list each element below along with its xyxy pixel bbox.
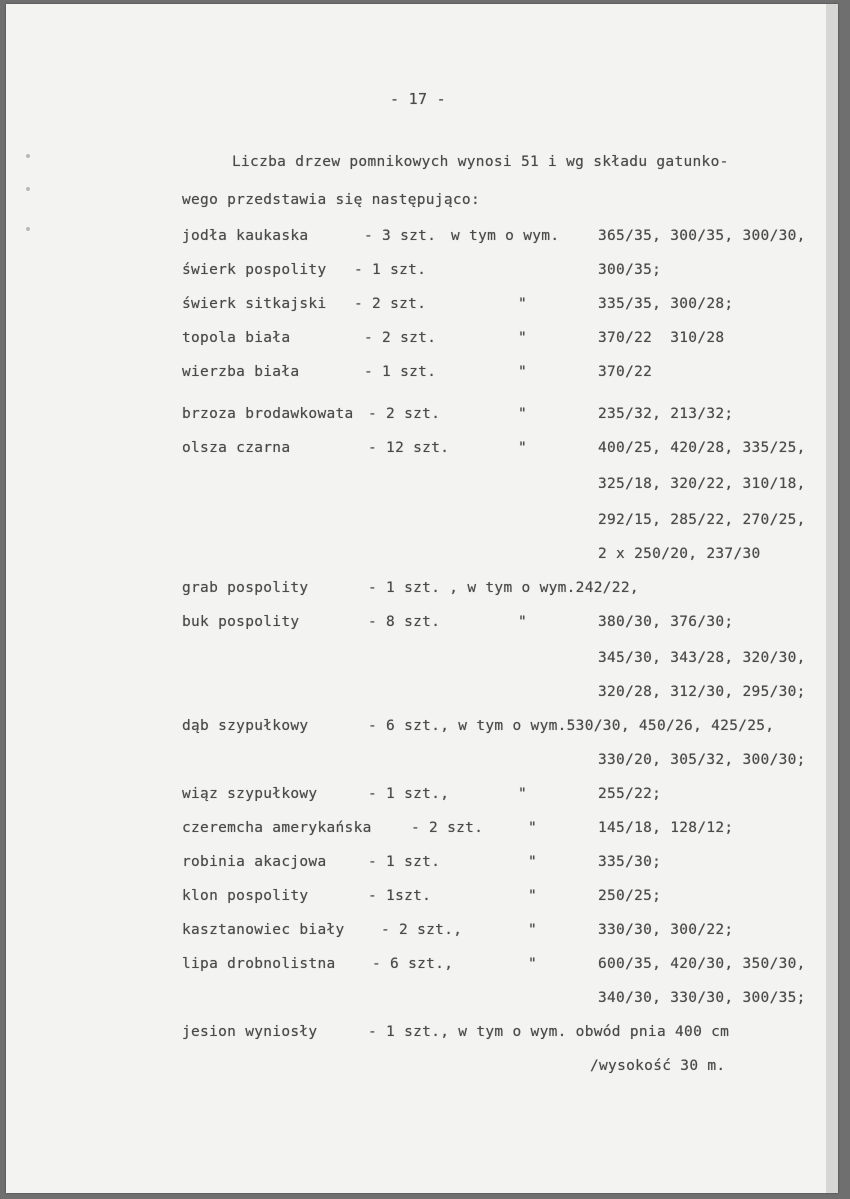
species-name: świerk pospolity bbox=[182, 262, 327, 278]
ditto-mark: " bbox=[528, 820, 538, 836]
species-name: kasztanowiec biały bbox=[182, 922, 345, 938]
species-count: - 2 szt., bbox=[381, 922, 463, 938]
dimensions: 325/18, 320/22, 310/18, bbox=[598, 476, 806, 492]
ditto-mark: " bbox=[518, 614, 528, 630]
species-count: - 1 szt. bbox=[368, 854, 441, 870]
dimensions: 2 x 250/20, 237/30 bbox=[598, 546, 761, 562]
species-count: - 2 szt. bbox=[354, 296, 427, 312]
species-name: wiąz szypułkowy bbox=[182, 786, 318, 802]
dimensions: 345/30, 343/28, 320/30, bbox=[598, 650, 806, 666]
punch-mark bbox=[26, 154, 30, 158]
punch-mark bbox=[26, 187, 30, 191]
species-name: grab pospolity bbox=[182, 580, 309, 596]
punch-mark bbox=[26, 227, 30, 231]
ditto-mark: " bbox=[528, 888, 538, 904]
dimensions: 340/30, 330/30, 300/35; bbox=[598, 990, 806, 1006]
dimensions: 600/35, 420/30, 350/30, bbox=[598, 956, 806, 972]
species-count: - 1 szt. bbox=[364, 364, 437, 380]
intro-line-2: wego przedstawia się następująco: bbox=[182, 192, 480, 208]
species-name: buk pospolity bbox=[182, 614, 300, 630]
species-name: świerk sitkajski bbox=[182, 296, 327, 312]
dimensions: 250/25; bbox=[598, 888, 662, 904]
dimensions: 400/25, 420/28, 335/25, bbox=[598, 440, 806, 456]
dimensions: 292/15, 285/22, 270/25, bbox=[598, 512, 806, 528]
dimensions: 255/22; bbox=[598, 786, 662, 802]
species-count: - 1 szt. bbox=[354, 262, 427, 278]
species-name: olsza czarna bbox=[182, 440, 291, 456]
dimensions: 335/30; bbox=[598, 854, 662, 870]
paper-edge bbox=[826, 4, 838, 1193]
dimensions: 320/28, 312/30, 295/30; bbox=[598, 684, 806, 700]
dimensions: 330/30, 300/22; bbox=[598, 922, 734, 938]
species-count: - 2 szt. bbox=[368, 406, 441, 422]
species-count: - 1szt. bbox=[368, 888, 432, 904]
dimensions: 145/18, 128/12; bbox=[598, 820, 734, 836]
species-count: - 3 szt. bbox=[364, 228, 437, 244]
dimensions: 300/35; bbox=[598, 262, 662, 278]
ditto-mark: " bbox=[518, 406, 528, 422]
species-count: - 2 szt. bbox=[411, 820, 484, 836]
species-count: - 6 szt., bbox=[372, 956, 454, 972]
species-name: wierzba biała bbox=[182, 364, 300, 380]
species-name: lipa drobnolistna bbox=[182, 956, 336, 972]
dimensions: 380/30, 376/30; bbox=[598, 614, 734, 630]
ditto-mark: " bbox=[528, 854, 538, 870]
dimensions: /wysokość 30 m. bbox=[590, 1058, 726, 1074]
species-count: - 1 szt. , w tym o wym.242/22, bbox=[368, 580, 639, 596]
species-name: dąb szypułkowy bbox=[182, 718, 309, 734]
intro-line-1: Liczba drzew pomnikowych wynosi 51 i wg składu gatunko- bbox=[232, 154, 729, 170]
dimensions: 335/35, 300/28; bbox=[598, 296, 734, 312]
species-name: klon pospolity bbox=[182, 888, 309, 904]
species-count: - 6 szt., w tym o wym.530/30, 450/26, 425/25, bbox=[368, 718, 775, 734]
ditto-mark: " bbox=[518, 440, 528, 456]
ditto-mark: " bbox=[528, 922, 538, 938]
species-count: - 2 szt. bbox=[364, 330, 437, 346]
species-count: - 1 szt., w tym o wym. obwód pnia 400 cm bbox=[368, 1024, 730, 1040]
document-page bbox=[6, 4, 838, 1193]
species-count: - 12 szt. bbox=[368, 440, 450, 456]
dimensions: 370/22 bbox=[598, 364, 653, 380]
species-name: brzoza brodawkowata bbox=[182, 406, 354, 422]
species-count: - 1 szt., bbox=[368, 786, 450, 802]
dimensions: 365/35, 300/35, 300/30, bbox=[598, 228, 806, 244]
ditto-mark: " bbox=[518, 786, 528, 802]
species-name: robinia akacjowa bbox=[182, 854, 327, 870]
dimensions: 330/20, 305/32, 300/30; bbox=[598, 752, 806, 768]
ditto-mark: " bbox=[518, 330, 528, 346]
dimensions: 370/22 310/28 bbox=[598, 330, 725, 346]
ditto-mark: " bbox=[518, 296, 528, 312]
page-number: - 17 - bbox=[390, 90, 446, 108]
dimensions: 235/32, 213/32; bbox=[598, 406, 734, 422]
species-count: - 8 szt. bbox=[368, 614, 441, 630]
species-name: czeremcha amerykańska bbox=[182, 820, 372, 836]
species-name: topola biała bbox=[182, 330, 291, 346]
ditto-mark: " bbox=[518, 364, 528, 380]
species-name: jesion wyniosły bbox=[182, 1024, 318, 1040]
ditto-mark: " bbox=[528, 956, 538, 972]
ditto-mark: w tym o wym. bbox=[451, 228, 560, 244]
species-name: jodła kaukaska bbox=[182, 228, 309, 244]
